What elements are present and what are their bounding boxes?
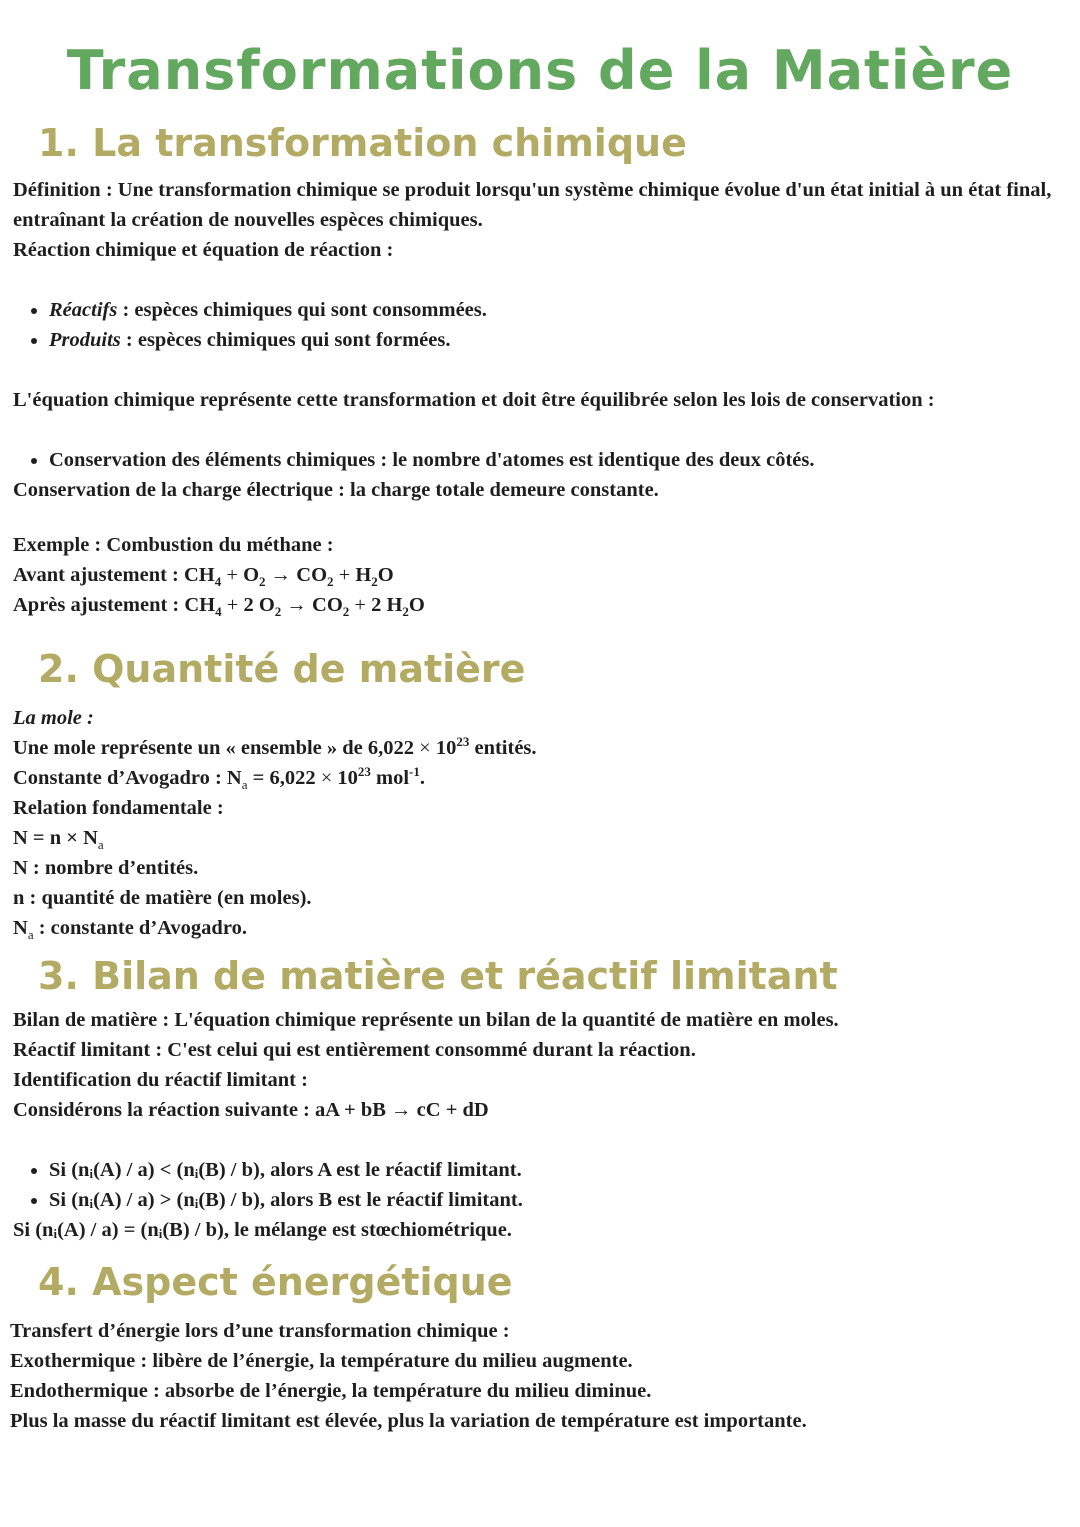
bilan-text: Bilan de matière : L'équation chimique représente un bilan de la quantité de matière en moles.: [13, 1009, 839, 1031]
list-item: • Si (nᵢ(A) / a) > (nᵢ(B) / b), alors B est le réactif limitant.: [49, 1185, 1073, 1215]
section-3-heading: 3. Bilan de matière et réactif limitant: [38, 954, 838, 998]
equation-before: Avant ajustement : $CH_4 + O_2 \to CO_2 + H_2O$: [13, 564, 394, 590]
stoichiometric-case: Si (nᵢ(A) / a) = (nᵢ(B) / b), le mélange est stœchiométrique.: [13, 1219, 512, 1241]
relation-title: Relation fondamentale :: [13, 797, 224, 819]
limiting-cases-list: [13, 1155, 1073, 1215]
equation-after: Après ajustement : $CH_4 + 2$ $O_2 \to CO_2 + 2$ $H_2O$: [13, 594, 425, 620]
definition-text: Définition : Une transformation chimique se produit lorsqu'un système chimique évolue d'un état initial à un état final, entraînant la création de nouvelles espèces chimiques.: [13, 179, 1052, 231]
limitant-text: Réactif limitant : C'est celui qui est entièrement consommé durant la réaction.: [13, 1039, 696, 1061]
section-1-heading: 1. La transformation chimique: [38, 121, 687, 165]
endothermic-text: Endothermique : absorbe de l’énergie, la température du milieu diminue.: [10, 1380, 652, 1402]
def-n: n : quantité de matière (en moles).: [13, 887, 312, 909]
conservation-list: [13, 445, 1073, 475]
section-2-heading: 2. Quantité de matière: [38, 647, 526, 691]
mass-text: Plus la masse du réactif limitant est élevée, plus la variation de température est importante.: [10, 1410, 807, 1432]
conservation-charge: Conservation de la charge électrique : la charge totale demeure constante.: [13, 479, 659, 501]
list-item: • Produits : espèces chimiques qui sont formées.: [49, 325, 1073, 355]
section-3-body: [13, 1005, 1073, 1245]
mole-definition: Une mole représente un « ensemble » de $6,022 \times 10^{23}$ entités.: [13, 734, 537, 759]
exothermic-text: Exothermique : libère de l’énergie, la température du milieu augmente.: [10, 1350, 633, 1372]
reaction-text: Considérons la réaction suivante : aA + bB → cC + dD: [13, 1099, 489, 1121]
section-1-body: [13, 175, 1073, 620]
page-title: Transformations de la Matière: [66, 39, 1014, 102]
list-item: • Réactifs : espèces chimiques qui sont consommées.: [49, 295, 1073, 325]
section-4-heading: 4. Aspect énergétique: [38, 1260, 513, 1304]
example-title: Exemple : Combustion du méthane :: [13, 534, 334, 556]
list-item: • Si (nᵢ(A) / a) < (nᵢ(B) / b), alors A est le réactif limitant.: [49, 1155, 1073, 1185]
def-Na: $N_a$ : constante d’Avogadro.: [13, 917, 247, 943]
section-2-body: [13, 703, 1073, 943]
reactants-products-list: [13, 295, 1073, 355]
list-item: • Conservation des éléments chimiques : le nombre d'atomes est identique des deux côtés.: [49, 445, 1073, 475]
def-N: N : nombre d’entités.: [13, 857, 199, 879]
relation-formula: $N = n \times N_a$: [13, 827, 104, 853]
mole-title: La mole :: [13, 707, 94, 729]
reaction-intro: Réaction chimique et équation de réaction :: [13, 239, 394, 261]
identification-text: Identification du réactif limitant :: [13, 1069, 308, 1091]
equation-intro: L'équation chimique représente cette transformation et doit être équilibrée selon les lois de conservation :: [13, 389, 935, 411]
section-4-body: [10, 1316, 1070, 1436]
energy-intro: Transfert d’énergie lors d’une transformation chimique :: [10, 1320, 510, 1342]
avogadro-constant: Constante d’Avogadro : $N_a = 6,022 \times 10^{23}$ mol$^{-1}$.: [13, 764, 426, 793]
